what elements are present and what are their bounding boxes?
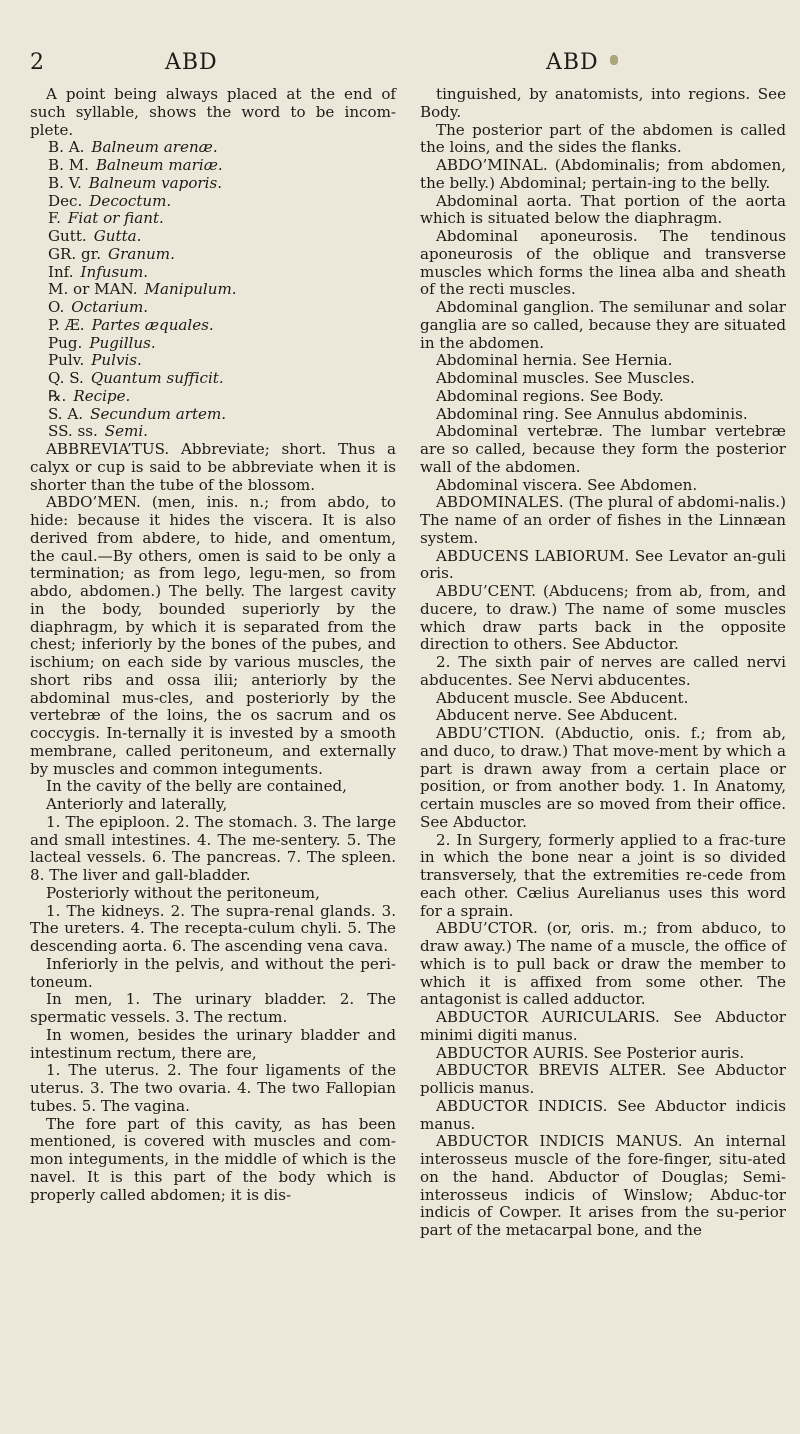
abbreviation-entry <box>30 175 396 193</box>
paragraph: tinguished, by anatomists, into regions. See Body. <box>420 85 786 121</box>
paragraph: 1. The epiploon. 2. The stomach. 3. The large and small intestines. 4. The me-sentery. 5. The lacteal vessels. 6. The pancreas. 7. The spleen. 8. The liver and gall-bladder. <box>30 812 396 884</box>
abbreviation-term: Pug. <box>48 333 83 352</box>
paragraph: ABDO’MINAL. (Abdominalis; from abdomen, the belly.) Abdominal; pertain-ing to the belly. <box>420 156 786 192</box>
paragraph: ABDUCTOR INDICIS. See Abductor indicis manus. <box>420 1096 786 1133</box>
abbreviation-meaning: Balneum vaporis. <box>88 173 223 192</box>
paragraph: ABDUCTOR AURIS. See Posterior auris. <box>436 1043 745 1062</box>
paragraph: In women, besides the urinary bladder and intestinum rectum, there are, <box>30 1025 396 1062</box>
abbreviation-entry <box>30 335 396 353</box>
paragraph: Abducent muscle. See Abducent. <box>436 688 689 707</box>
paragraph: ABDO’MEN. (men, inis. n.; from abdo, to hide: because it hides the viscera. It is also derived from abdere, to hide, and omentum, the caul.—By others, omen is said to be only a termination; as from lego, legu-men, so from abdo, abdomen.) The belly. The largest cavity in the body, bounded superiorly by the diaphragm, by which it is separated from the chest; inferiorly by the bones of the pubes, and ischium; on each side by various muscles, the short ribs and ossa ilii; anteriorly by the abdominal mus-cles, and posteriorly by the vertebræ of the loins, the os sacrum and os coccygis. In-ternally it is invested by a smooth membrane, called peritoneum, and externally by muscles and common integuments. <box>30 493 396 778</box>
abbreviation-term: GR. gr. <box>48 244 102 263</box>
paragraph: 2. The sixth pair of nerves are called nervi abducentes. See Nervi abducentes. <box>420 653 786 689</box>
right-paragraphs <box>420 86 786 1240</box>
abbreviation-entry <box>30 406 396 424</box>
abbreviation-entry <box>30 370 396 388</box>
abbreviation-term: Q. S. <box>48 369 84 387</box>
abbreviation-term: S. A. <box>48 404 84 423</box>
abbreviation-entry <box>30 157 396 175</box>
abbreviation-meaning: Gutta. <box>93 227 142 245</box>
ink-smudge <box>610 55 618 65</box>
abbreviation-entry <box>30 281 396 299</box>
abbreviation-meaning: Octarium. <box>71 298 149 316</box>
paragraph: ABDU’CTION. (Abductio, onis. f.; from ab, and duco, to draw.) That move-ment by which a part is drawn away from a certain place or position, or from another body. 1. In Anatomy, certain muscles are so moved from their office. See Abductor. <box>420 724 786 831</box>
abbreviation-term: Gutt. <box>48 227 87 245</box>
left-column <box>30 86 396 1204</box>
abbreviation-entry <box>30 139 396 157</box>
paragraph: Abducent nerve. See Abducent. <box>436 706 678 725</box>
paragraph: Abdominal vertebræ. The lumbar vertebræ are so called, because they form the posterior wall of the abdomen. <box>420 422 786 476</box>
paragraph: Abdominal ring. See Annulus abdominis. <box>436 404 748 423</box>
abbreviation-term: Pulv. <box>48 351 85 370</box>
abbreviation-term: O. <box>48 298 65 316</box>
abbreviation-term: Inf. <box>48 262 74 281</box>
paragraph: ABDUCTOR INDICIS MANUS. An internal interosseus muscle of the fore-finger, situ-ated on the hand. Abductor of Douglas; Semi-interosseus indicis of Winslow; Abduc-tor indicis of Cowper. It arises from the su-perior part of the metacarpal bone, and the <box>420 1132 786 1239</box>
abbreviation-entry <box>30 228 396 246</box>
paragraph: Abdominal aponeurosis. The tendinous aponeurosis of the oblique and transverse muscles which forms the linea alba and sheath of the recti muscles. <box>420 227 786 299</box>
abbreviation-meaning: Infusum. <box>80 262 149 281</box>
abbreviation-meaning: Manipulum. <box>144 280 237 299</box>
left-paragraphs <box>30 441 396 1204</box>
paragraph: ABBREVIA’TUS. Abbreviate; short. Thus a calyx or cup is said to be abbreviate when it is shorter than the tube of the blossom. <box>30 440 396 494</box>
paragraph: The posterior part of the abdomen is called the loins, and the sides the flanks. <box>420 120 786 157</box>
abbreviation-entry <box>30 299 396 317</box>
abbreviation-meaning: Secundum artem. <box>90 404 227 423</box>
abbreviation-term: B. A. <box>48 138 85 157</box>
abbreviation-meaning: Decoctum. <box>89 191 172 210</box>
paragraph: 2. In Surgery, formerly applied to a frac-ture in which the bone near a joint is so divided transversely, that the extremities re-cede from each other. Cælius Aurelianus uses this word for a sprain. <box>420 830 786 920</box>
paragraph: ABDUCTOR AURICULARIS. See Abductor minimi digiti manus. <box>420 1008 786 1044</box>
abbreviation-entry <box>30 210 396 228</box>
abbreviation-term: M. or MAN. <box>48 280 138 299</box>
paragraph: 1. The uterus. 2. The four ligaments of the uterus. 3. The two ovaria. 4. The two Fallopian tubes. 5. The vagina. <box>30 1061 396 1115</box>
abbreviation-entry <box>30 317 396 335</box>
abbreviation-term: Dec. <box>48 191 83 210</box>
abbreviation-meaning: Quantum sufficit. <box>90 369 224 387</box>
abbreviation-entry <box>30 264 396 282</box>
abbreviation-entry <box>30 388 396 406</box>
paragraph: Abdominal hernia. See Hernia. <box>436 351 673 370</box>
paragraph: Abdominal muscles. See Muscles. <box>436 369 695 387</box>
paragraph: 1. The kidneys. 2. The supra-renal glands. 3. The ureters. 4. The recepta-culum chyli. 5. The descending aorta. 6. The ascending vena cava. <box>30 901 396 955</box>
abbreviation-term: P. Æ. <box>48 315 85 334</box>
paragraph: In the cavity of the belly are contained, <box>46 777 347 796</box>
paragraph: Posteriorly without the peritoneum, <box>46 883 320 902</box>
abbreviation-term: B. V. <box>48 173 82 192</box>
abbreviation-term: B. M. <box>48 156 89 174</box>
intro-paragraph: A point being always placed at the end of such syllable, shows the word to be incom-plete. <box>30 85 396 139</box>
abbreviation-meaning: Pulvis. <box>91 351 142 370</box>
abbreviation-term: F. <box>48 209 61 228</box>
paragraph: Abdominal regions. See Body. <box>436 386 664 405</box>
abbreviation-entry <box>30 352 396 370</box>
abbreviation-entry <box>30 193 396 211</box>
paragraph: ABDUCENS LABIORUM. See Levator an-guli oris. <box>420 546 786 583</box>
abbreviation-entry <box>30 423 396 441</box>
paragraph: Abdominal ganglion. The semilunar and solar ganglia are so called, because they are situated in the abdomen. <box>420 298 786 352</box>
abbreviation-entry <box>30 246 396 264</box>
paragraph: Abdominal aorta. That portion of the aorta which is situated below the diaphragm. <box>420 191 786 228</box>
abbreviation-meaning: Partes æquales. <box>91 315 214 334</box>
left-running-head: ABD <box>165 50 218 75</box>
abbreviation-meaning: Balneum arenæ. <box>91 138 218 157</box>
left-page-number: 2 <box>30 50 45 75</box>
abbreviation-term: SS. ss. <box>48 422 98 441</box>
abbreviation-meaning: Recipe. <box>73 386 131 405</box>
paragraph: ABDU’CENT. (Abducens; from ab, from, and ducere, to draw.) The name of some muscles which draw parts back in the opposite direction to others. See Abductor. <box>420 582 786 654</box>
right-column <box>420 86 786 1240</box>
paragraph: In men, 1. The urinary bladder. 2. The spermatic vessels. 3. The rectum. <box>30 990 396 1026</box>
abbreviation-meaning: Granum. <box>108 244 175 263</box>
paragraph: ABDUCTOR BREVIS ALTER. See Abductor pollicis manus. <box>420 1061 786 1097</box>
paragraph: ABDOMINALES. (The plural of abdomi-nalis.) The name of an order of fishes in the Linnæan system. <box>420 493 786 547</box>
paragraph: The fore part of this cavity, as has been mentioned, is covered with muscles and com-mon integuments, in the middle of which is the navel. It is this part of the body which is properly called abdomen; it is dis- <box>30 1114 396 1204</box>
abbreviation-meaning: Fiat or fiant. <box>67 209 164 228</box>
paragraph: ABDU’CTOR. (or, oris. m.; from abduco, to draw away.) The name of a muscle, the office of which is to pull back or draw the member to which it is affixed from some other. The antagonist is called adductor. <box>420 919 786 1009</box>
paragraph: Anteriorly and laterally, <box>46 795 228 813</box>
paragraph: Inferiorly in the pelvis, and without the peri-toneum. <box>30 954 396 991</box>
abbreviation-term: ℞. <box>48 386 67 405</box>
abbreviation-meaning: Semi. <box>104 422 148 441</box>
paragraph: Abdominal viscera. See Abdomen. <box>436 475 698 494</box>
abbreviation-meaning: Balneum mariæ. <box>95 156 223 174</box>
right-running-head: ABD <box>546 50 599 75</box>
abbreviation-meaning: Pugillus. <box>89 333 156 352</box>
abbreviation-list <box>30 139 396 441</box>
